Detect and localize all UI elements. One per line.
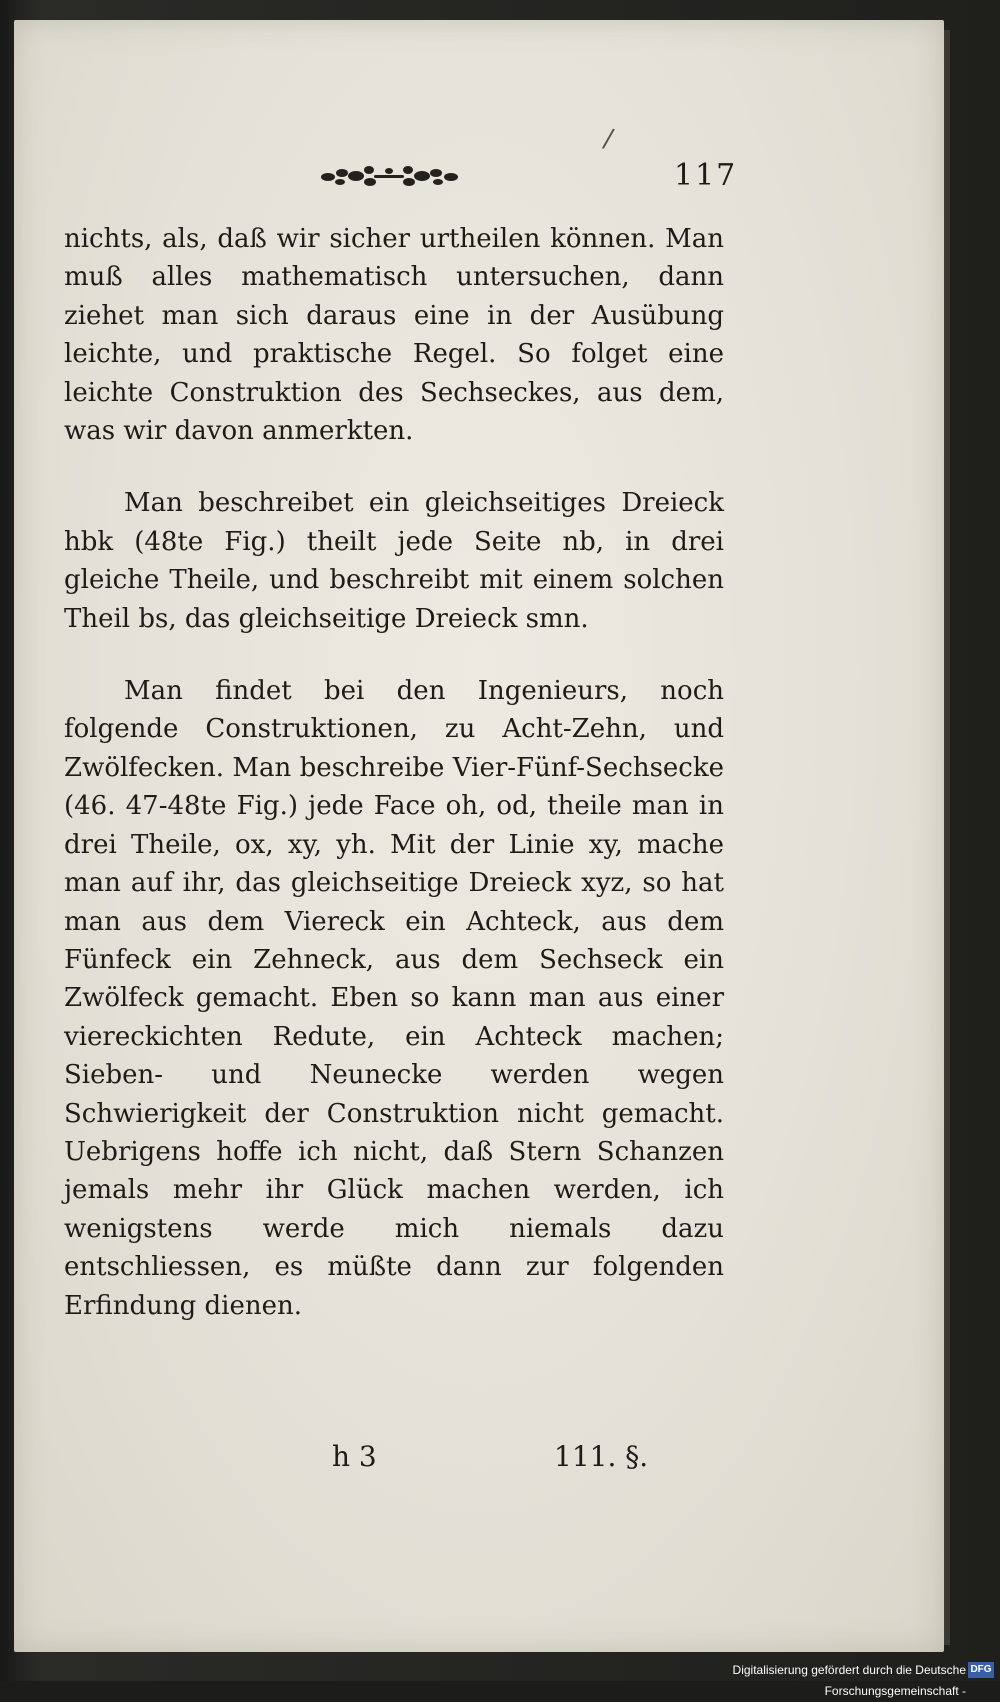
paragraph: Man findet bei den Ingenieurs, noch folgende Construktionen, zu Acht-Zehn, und Zwölfecken. Man beschreibe Vier-Fünf-Sechsecke (46. 47-48te Fig.) jede Face oh, od, theile man in drei Theile, ox, xy, yh. Mit der Linie xy, mache man auf ihr, das gleichseitige Dreieck xyz, so hat man aus dem Viereck ein Achteck, aus dem Fünfeck ein Zehneck, aus dem Sechseck ein Zwölfeck gemacht. Eben so kann man aus einer viereckichten Redute, ein Achteck machen; Sieben- und Neunecke werden wegen Schwierigkeit der Construktion nicht gemacht. Uebrigens hoffe ich nicht, daß Stern Schanzen jemals mehr ihr Glück machen werden, ich wenigstens werde mich niemals dazu entschliessen, es müßte dann zur folgenden Erfindung dienen. (64, 676, 724, 1321)
signature-mark: h 3 (332, 1440, 377, 1473)
page-footer (14, 1440, 944, 1480)
page-edge (944, 30, 950, 1645)
page-number: 117 (674, 158, 738, 193)
digitization-credit: Digitalisierung gefördert durch die Deutsche Forschungsgemeinschaft - (732, 1663, 966, 1698)
book-page (14, 20, 944, 1652)
page-header (14, 158, 944, 198)
ornament-icon (314, 160, 464, 194)
dfg-logo-icon: DFG (968, 1662, 994, 1678)
body-text (64, 220, 724, 1325)
pencil-mark: / (600, 123, 616, 155)
paragraph: nichts, als, daß wir sicher urtheilen können. Man muß alles mathematisch untersuchen, dann ziehet man sich daraus eine in der Ausübung leichte, und praktische Regel. So folget eine leichte Construktion des Sechseckes, aus dem, was wir davon anmerkten. (64, 224, 724, 447)
catchword: 111. §. (554, 1440, 649, 1473)
paragraph: Man beschreibet ein gleichseitiges Dreieck hbk (48te Fig.) theilt jede Seite nb, in drei gleiche Theile, und beschreibt mit einem solchen Theil bs, das gleichseitige Dreieck smn. (64, 488, 724, 634)
